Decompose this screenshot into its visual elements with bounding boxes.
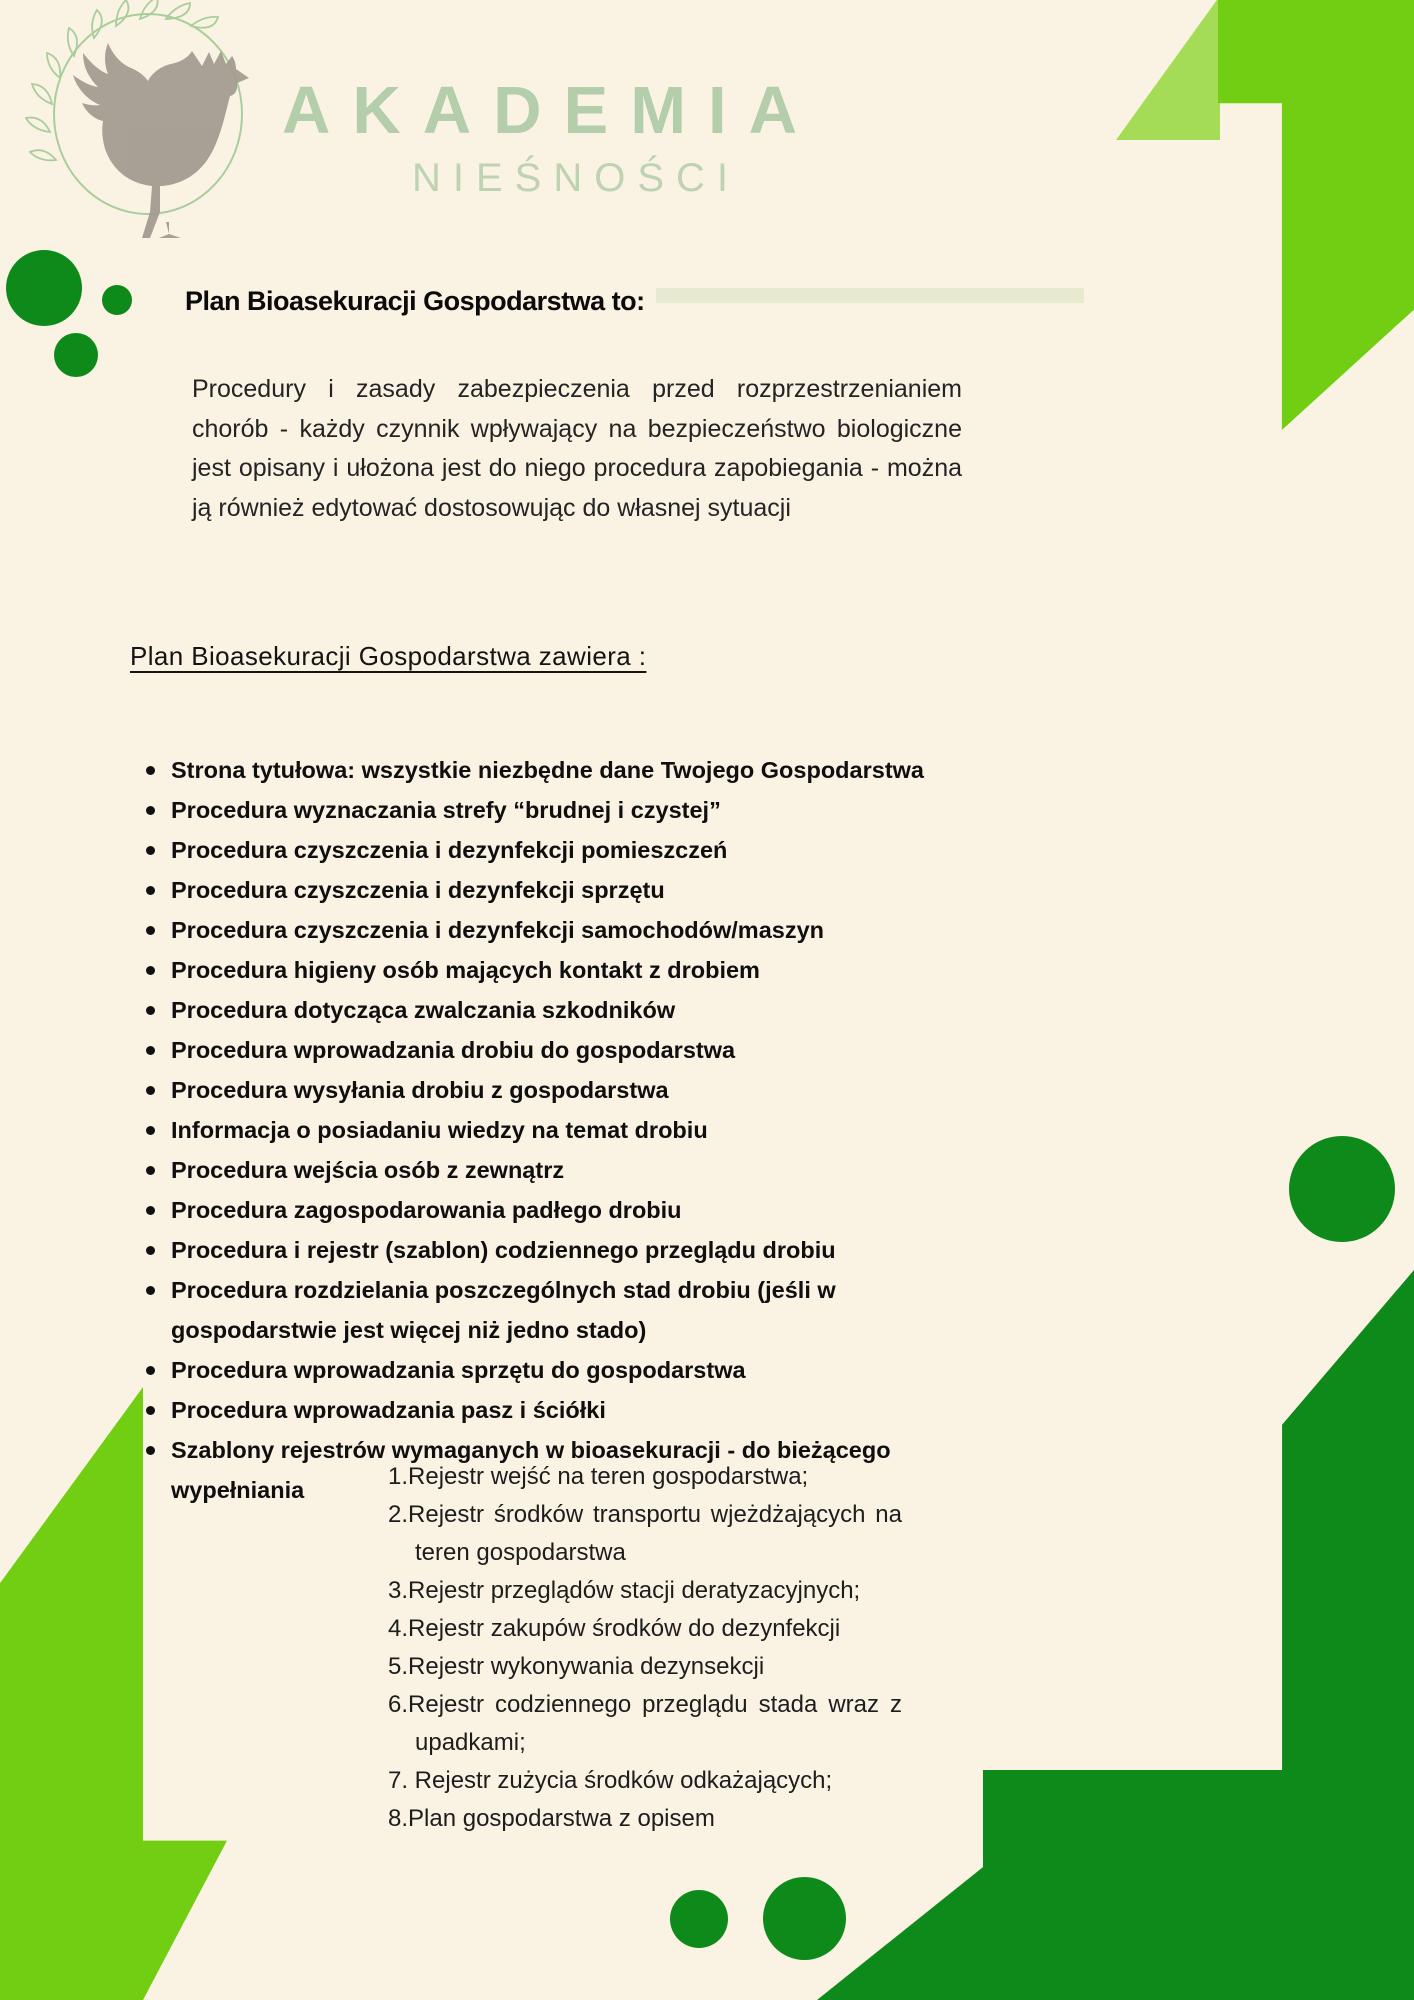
plan-bullet-item: Procedura czyszczenia i dezynfekcji pomieszczeń xyxy=(142,830,954,870)
plan-bullet-item: Szablony rejestrów wymaganych w bioasekuracji - do bieżącego wypełniania xyxy=(142,1430,954,1510)
decor-circle-right xyxy=(1289,1136,1395,1242)
plan-bullet-item: Procedura wprowadzania pasz i ściółki xyxy=(142,1390,954,1430)
register-item: 4.Rejestr zakupów środków do dezynfekcji xyxy=(388,1615,841,1642)
brand-name-akademia: AKADEMIA xyxy=(282,73,820,148)
contents-heading: Plan Bioasekuracji Gospodarstwa zawiera : xyxy=(130,641,647,671)
decor-circle-bottom-big xyxy=(763,1877,846,1960)
plan-bullet-item: Procedura wprowadzania sprzętu do gospodarstwa xyxy=(142,1350,954,1390)
chicken-wreath-icon xyxy=(16,0,274,238)
plan-bullet-item: Procedura wprowadzania drobiu do gospodarstwa xyxy=(142,1030,954,1070)
register-item: 8.Plan gospodarstwa z opisem xyxy=(388,1805,715,1832)
intro-paragraph: Procedury i zasady zabezpieczenia przed rozprzestrzenianiem chorób - każdy czynnik wpływający na bezpieczeństwo biologiczne jest opisany i ułożona jest do niego procedura zapobiegania - można ją również edytować dostosowując do własnej sytuacji xyxy=(192,375,962,522)
brand-underline-band xyxy=(656,288,1084,303)
register-item: 5.Rejestr wykonywania dezynsekcji xyxy=(388,1653,765,1680)
plan-bullet-item: Procedura rozdzielania poszczególnych stad drobiu (jeśli w gospodarstwie jest więcej niż jedno stado) xyxy=(142,1270,954,1350)
plan-bullet-item: Procedura zagospodarowania padłego drobiu xyxy=(142,1190,954,1230)
akademia-logo xyxy=(16,0,274,238)
top-right-green-shape xyxy=(1218,0,1414,430)
plan-bullet-item: Procedura wysyłania drobiu z gospodarstwa xyxy=(142,1070,954,1110)
plan-bullet-item: Procedura wyznaczania strefy “brudnej i czystej” xyxy=(142,790,954,830)
plan-bullet-item: Informacja o posiadaniu wiedzy na temat drobiu xyxy=(142,1110,954,1150)
plan-contents-list xyxy=(142,750,954,1510)
register-item: 7. Rejestr zużycia środków odkażających; xyxy=(388,1767,833,1794)
register-templates-list xyxy=(388,1458,902,1838)
brand-name-niesnosci: NIEŚNOŚCI xyxy=(412,156,741,200)
plan-bullet-item: Procedura i rejestr (szablon) codziennego przeglądu drobiu xyxy=(142,1230,954,1270)
decor-circle-bottom-small xyxy=(670,1890,728,1948)
intro-heading: Plan Bioasekuracji Gospodarstwa to: xyxy=(185,286,645,316)
decor-circle-top-left-big xyxy=(6,250,82,326)
register-item: 3.Rejestr przeglądów stacji deratyzacyjnych; xyxy=(388,1577,861,1604)
decor-circle-top-left-small xyxy=(102,285,132,315)
plan-bullet-item: Strona tytułowa: wszystkie niezbędne dane Twojego Gospodarstwa xyxy=(142,750,954,790)
register-item: 6.Rejestr codziennego przeglądu stada wraz z upadkami; xyxy=(388,1691,902,1756)
plan-bullet-item: Procedura czyszczenia i dezynfekcji samochodów/maszyn xyxy=(142,910,954,950)
top-right-light-triangle xyxy=(1116,0,1220,140)
register-item: 1.Rejestr wejść na teren gospodarstwa; xyxy=(388,1463,809,1490)
register-item: 2.Rejestr środków transportu wjeżdżających na teren gospodarstwa xyxy=(388,1501,902,1566)
plan-bullet-item: Procedura czyszczenia i dezynfekcji sprzętu xyxy=(142,870,954,910)
plan-bullet-item: Procedura higieny osób mających kontakt z drobiem xyxy=(142,950,954,990)
plan-bullet-item: Procedura wejścia osób z zewnątrz xyxy=(142,1150,954,1190)
decor-circle-top-left-mid xyxy=(54,333,98,377)
plan-bullet-item: Procedura dotycząca zwalczania szkodników xyxy=(142,990,954,1030)
